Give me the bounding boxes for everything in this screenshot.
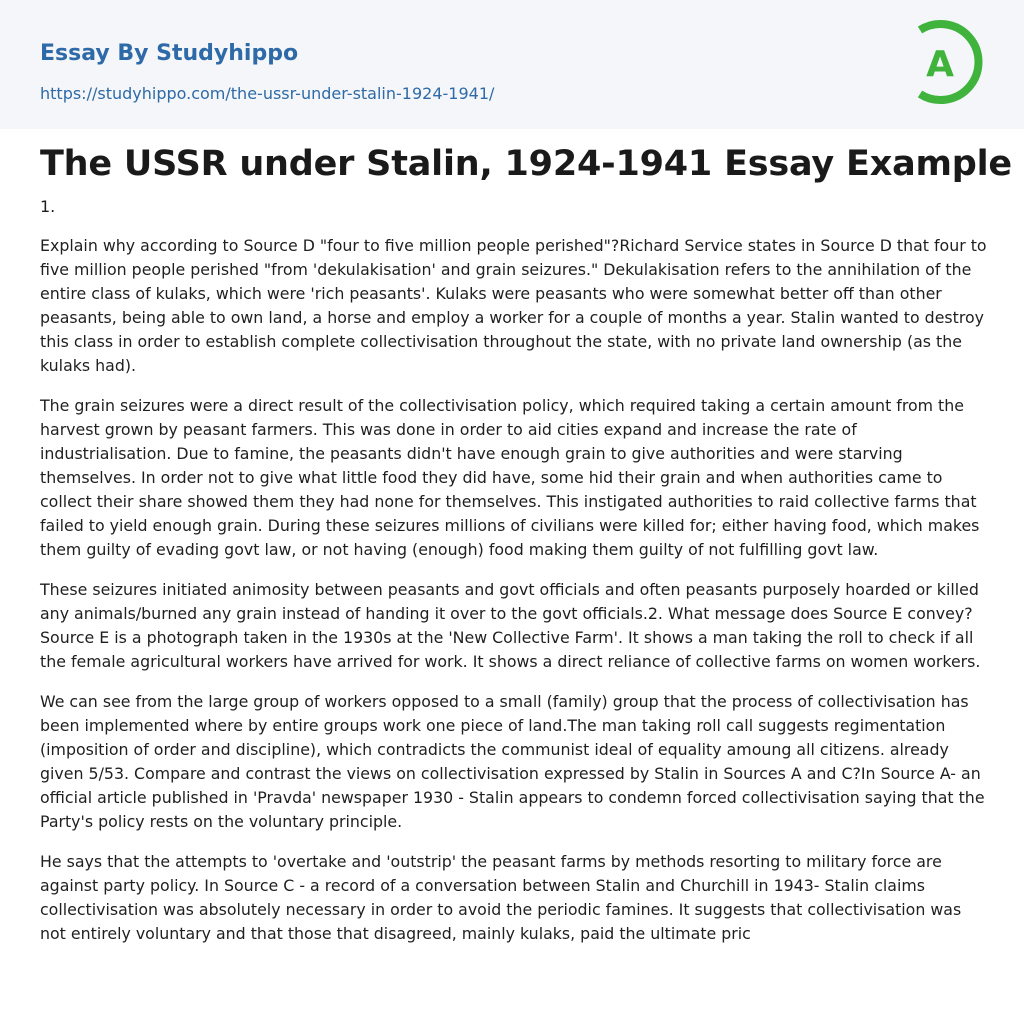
- essay-body: [40, 234, 990, 962]
- section-number: 1.: [40, 197, 56, 216]
- essay-paragraph: Explain why according to Source D "four to five million people perished"?Richard Service states in Source D that four to five million people perished "from 'dekulakisation' and grain seizures." Dekulakisation refers to the annihilation of the entire class of kulaks, which were 'rich peasants'. Kulaks were peasants who were somewhat better off than other peasants, being able to own land, a horse and employ a worker for a couple of months a year. Stalin wanted to destroy this class in order to establish complete collectivisation throughout the state, with no private land ownership (as the kulaks had).: [40, 236, 987, 375]
- essay-paragraph: We can see from the large group of workers opposed to a small (family) group that the process of collectivisation has been implemented where by entire groups work one piece of land.The man taking roll call suggests regimentation (imposition of order and discipline), which contradicts the communist ideal of equality amoung all citizens. already given 5/53. Compare and contrast the views on collectivisation expressed by Stalin in Sources A and C?In Source A- an official article published in 'Pravda' newspaper 1930 - Stalin appears to condemn forced collectivisation saying that the Party's policy rests on the voluntary principle.: [40, 692, 985, 831]
- page-title: The USSR under Stalin, 1924-1941 Essay Example: [40, 144, 1012, 184]
- site-header: [0, 0, 1024, 129]
- page-url-link[interactable]: https://studyhippo.com/the-ussr-under-stalin-1924-1941/: [40, 84, 495, 103]
- essay-paragraph: These seizures initiated animosity between peasants and govt officials and often peasants purposely hoarded or killed any animals/burned any grain instead of handing it over to the govt officials.2. What message does Source E convey?Source E is a photograph taken in the 1930s at the 'New Collective Farm'. It shows a man taking the roll to check if all the female agricultural workers have arrived for work. It shows a direct reliance of collective farms on women workers.: [40, 580, 981, 671]
- logo-letter: A: [926, 44, 954, 85]
- essay-paragraph: The grain seizures were a direct result of the collectivisation policy, which required taking a certain amount from the harvest grown by peasant farmers. This was done in order to aid cities expand and increase the rate of industrialisation. Due to famine, the peasants didn't have enough grain to give authorities and were starving themselves. In order not to give what little food they did have, some hid their grain and when authorities came to collect their share showed them they had none for themselves. This instigated authorities to raid collective farms that failed to yield enough grain. During these seizures millions of civilians were killed for; either having food, which makes them guilty of evading govt law, or not having (enough) food making them guilty of not fulfilling govt law.: [40, 396, 980, 559]
- site-title[interactable]: Essay By Studyhippo: [40, 41, 299, 66]
- studyhippo-logo-icon[interactable]: [910, 19, 986, 105]
- essay-paragraph: He says that the attempts to 'overtake and 'outstrip' the peasant farms by methods resorting to military force are against party policy. In Source C - a record of a conversation between Stalin and Churchill in 1943- Stalin claims collectivisation was absolutely necessary in order to avoid the periodic famines. It suggests that collectivisation was not entirely voluntary and that those that disagreed, mainly kulaks, paid the ultimate pric: [40, 852, 962, 943]
